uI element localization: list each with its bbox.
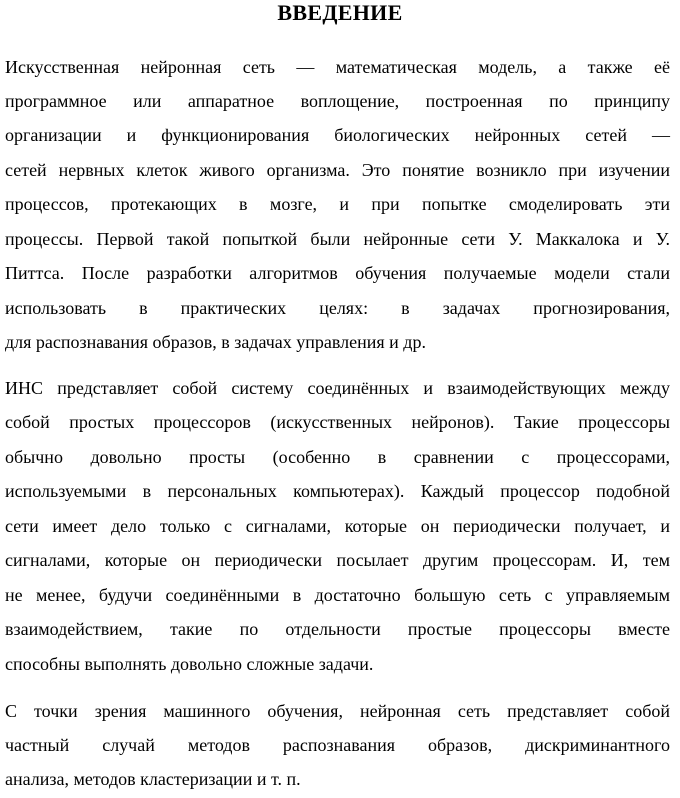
text-line: ИНС представляет собой систему соединённых и взаимодействующих между xyxy=(5,378,670,398)
document-title: ВВЕДЕНИЕ xyxy=(277,0,403,25)
text-line: используемыми в персональных компьютерах). Каждый процессор подобной xyxy=(5,481,670,501)
text-line: анализа, методов кластеризации и т. п. xyxy=(5,769,301,789)
text-line: Искусственная нейронная сеть — математическая модель, а также её xyxy=(5,57,670,77)
text-line: сети имеет дело только с сигналами, которые он периодически получает, и xyxy=(5,516,670,536)
text-line: процессы. Первой такой попыткой были нейронные сети У. Маккалока и У. xyxy=(5,229,670,249)
text-line: обычно довольно просты (особенно в сравнении с процессорами, xyxy=(5,447,670,467)
text-line: С точки зрения машинного обучения, нейронная сеть представляет собой xyxy=(5,701,670,721)
text-line: организации и функционирования биологических нейронных сетей — xyxy=(5,125,670,145)
text-line: использовать в практических целях: в задачах прогнозирования, xyxy=(5,298,670,318)
text-line: процессов, протекающих в мозге, и при попытке смоделировать эти xyxy=(5,194,670,214)
text-line: сетей нервных клеток живого организма. Это понятие возникло при изучении xyxy=(5,160,670,180)
text-line: собой простых процессоров (искусственных нейронов). Такие процессоры xyxy=(5,412,670,432)
text-line: Питтса. После разработки алгоритмов обучения получаемые модели стали xyxy=(5,263,670,283)
text-line: способны выполнять довольно сложные задачи. xyxy=(5,654,374,674)
text-line: частный случай методов распознавания образов, дискриминантного xyxy=(5,735,670,755)
text-line: взаимодействием, такие по отдельности простые процессоры вместе xyxy=(5,619,670,639)
text-line: не менее, будучи соединёнными в достаточно большую сеть с управляемым xyxy=(5,585,670,605)
text-line: для распознавания образов, в задачах управления и др. xyxy=(5,332,426,352)
text-line: сигналами, которые он периодически посылает другим процессорам. И, тем xyxy=(5,550,670,570)
text-line: программное или аппаратное воплощение, построенная по принципу xyxy=(5,91,670,111)
